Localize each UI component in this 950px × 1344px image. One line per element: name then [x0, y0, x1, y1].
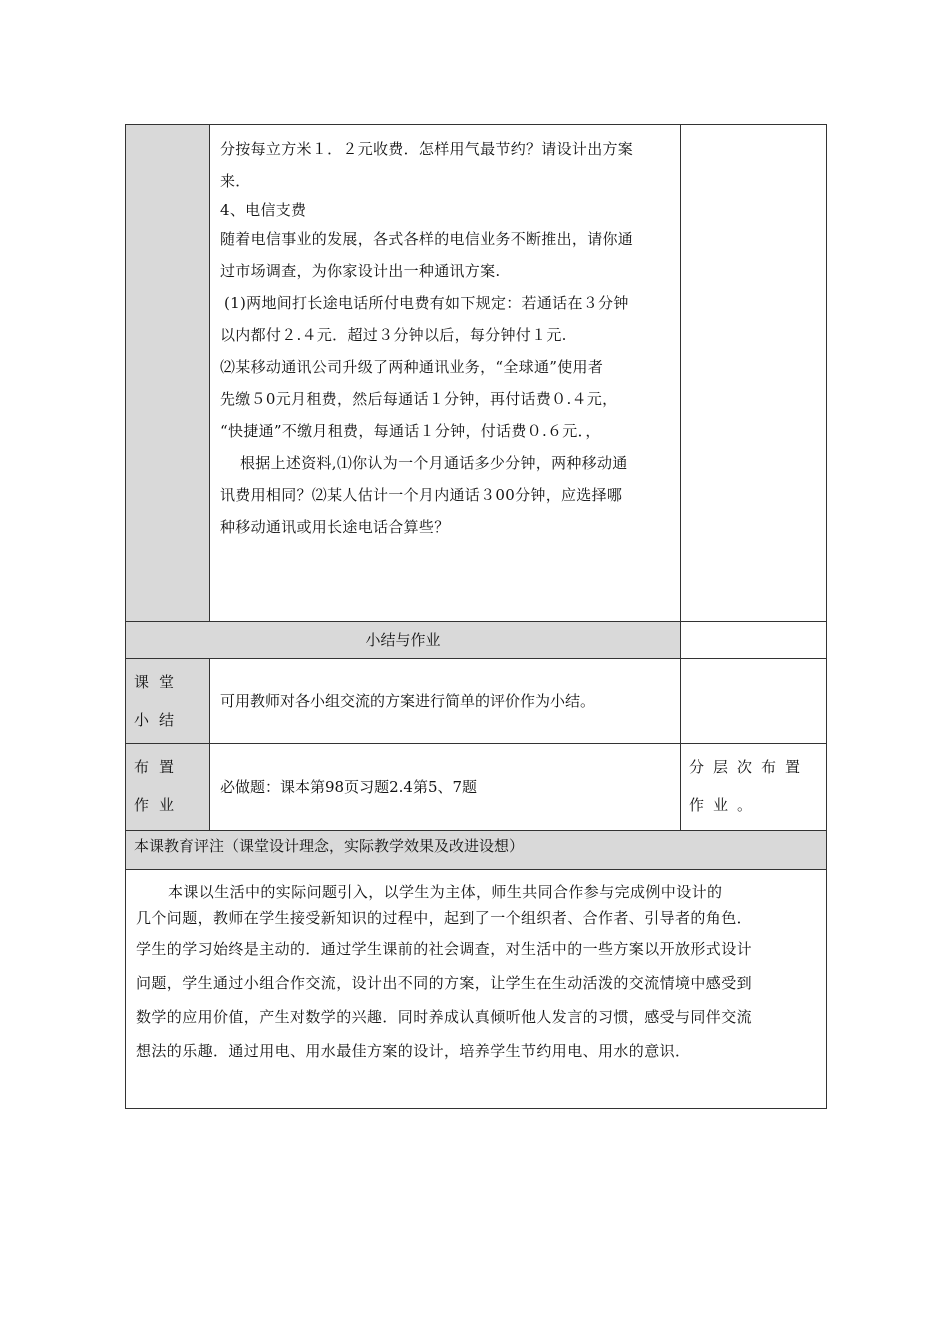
content-line: 随着电信事业的发展，各式各样的电信业务不断推出，请你通: [220, 230, 634, 248]
content-line: 根据上述资料,⑴你认为一个月通话多少分钟，两种移动通: [240, 454, 628, 472]
right-notes-cell: [681, 125, 827, 622]
homework-content: 必做题：课本第98页习题2.4第5、7题: [210, 744, 681, 831]
summary-header: 小结与作业: [126, 622, 681, 659]
summary-header-row: [126, 622, 827, 659]
left-margin-cell: [126, 125, 210, 622]
evaluation-body-row: [126, 870, 827, 1109]
main-content-cell: [210, 125, 681, 622]
class-summary-content: 可用教师对各小组交流的方案进行简单的评价作为小结。: [210, 659, 681, 744]
evaluation-line: 数学的应用价值，产生对数学的兴趣．同时养成认真倾听他人发言的习惯，感受与同伴交流: [136, 1008, 753, 1026]
lesson-plan-table: [125, 124, 827, 1109]
summary-header-notes: [681, 622, 827, 659]
content-line: 过市场调查，为你家设计出一种通讯方案.: [220, 262, 501, 280]
class-summary-label: 课堂小结: [126, 659, 210, 744]
content-line: 讯费用相同？⑵某人估计一个月内通话３00分钟，应选择哪: [220, 486, 623, 504]
evaluation-header-row: [126, 831, 827, 870]
content-line: (1)两地间打长途电话所付电费有如下规定：若通话在３分钟: [224, 294, 629, 312]
content-row: [126, 125, 827, 622]
homework-label: 布置作业: [126, 744, 210, 831]
content-line: 以内都付２.４元．超过３分钟以后，每分钟付１元.: [220, 326, 567, 344]
class-summary-row: [126, 659, 827, 744]
content-line: 4、电信支费: [220, 201, 307, 219]
content-line: “快捷通”不缴月租费，每通话１分钟，付话费０.６元．，: [220, 422, 601, 440]
evaluation-line: 学生的学习始终是主动的．通过学生课前的社会调查，对生活中的一些方案以开放形式设计: [136, 940, 753, 958]
content-line: 分按每立方米１．２元收费．怎样用气最节约？请设计出方案: [220, 140, 634, 158]
class-summary-notes: [681, 659, 827, 744]
content-line: 种移动通讯或用长途电话合算些？: [220, 518, 450, 536]
content-line: ⑵某移动通讯公司升级了两种通讯业务，“全球通”使用者: [220, 358, 604, 376]
content-line: 来．: [220, 172, 251, 190]
evaluation-line: 问题，学生通过小组合作交流，设计出不同的方案，让学生在生动活泼的交流情境中感受到: [136, 974, 753, 992]
evaluation-line: 几个问题，教师在学生接受新知识的过程中，起到了一个组织者、合作者、引导者的角色．: [136, 909, 753, 927]
evaluation-line: 本课以生活中的实际问题引入，以学生为主体，师生共同合作参与完成例中设计的: [168, 883, 723, 901]
homework-note: 分层次布置作业。: [681, 744, 827, 831]
evaluation-line: 想法的乐趣．通过用电、用水最佳方案的设计，培养学生节约用电、用水的意识．: [136, 1042, 691, 1060]
evaluation-header: 本课教育评注（课堂设计理念，实际教学效果及改进设想）: [126, 831, 827, 870]
content-line: 先缴５0元月租费，然后每通话１分钟，再付话费０.４元，: [220, 390, 618, 408]
homework-row: [126, 744, 827, 831]
evaluation-body: [126, 870, 827, 1109]
